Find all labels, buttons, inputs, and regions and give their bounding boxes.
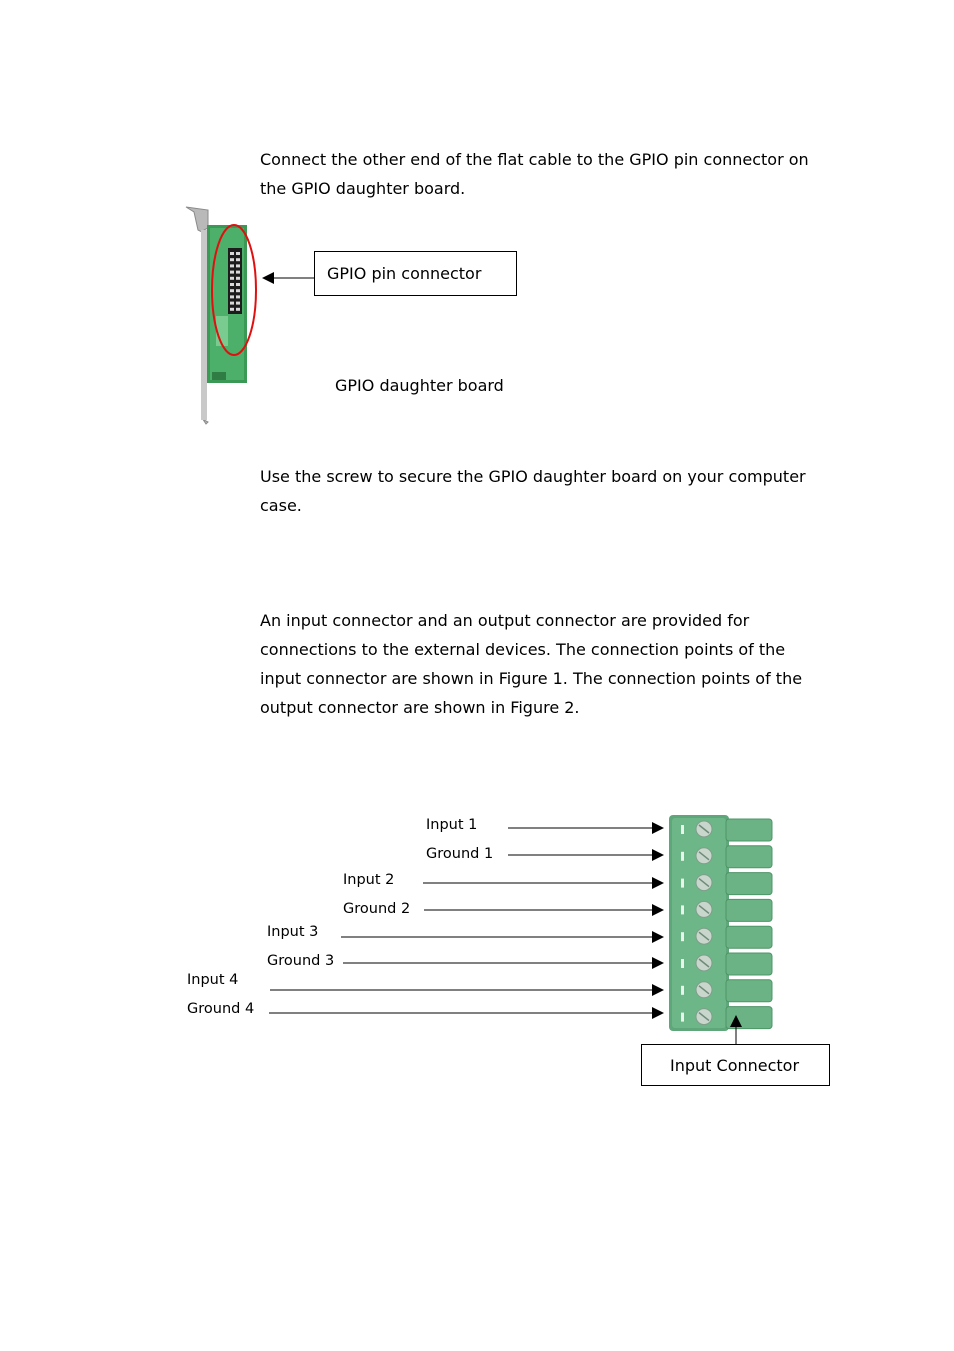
terminal-plug-tooth: [726, 953, 772, 975]
pin-label-ground-1: Ground 1: [426, 846, 494, 862]
pin-label-input-2: Input 2: [343, 872, 395, 888]
terminal-plug-tooth: [726, 980, 772, 1002]
figure-caption: GPIO daughter board: [335, 376, 504, 395]
pin-label-ground-4: Ground 4: [187, 1001, 255, 1017]
pin-arrowhead: [652, 1007, 664, 1019]
pin-arrowhead: [652, 984, 664, 996]
terminal-plug-tooth: [726, 819, 772, 841]
terminal-plug-tooth: [726, 846, 772, 868]
pin-number-mark: [681, 879, 684, 888]
pin-number-mark: [681, 932, 684, 941]
pin-arrowhead: [652, 904, 664, 916]
pin-label-ground-3: Ground 3: [267, 953, 335, 969]
input-connector-label: Input Connector: [670, 1055, 800, 1075]
pin-number-mark: [681, 1013, 684, 1022]
pin-arrowhead: [652, 849, 664, 861]
pin-label-input-3: Input 3: [267, 924, 319, 940]
paragraph-secure-screw: Use the screw to secure the GPIO daughter board on your computer case.: [260, 467, 806, 515]
pin-number-mark: [681, 825, 684, 834]
pin-number-mark: [681, 905, 684, 914]
pin-arrowhead: [652, 822, 664, 834]
terminal-plug-tooth: [726, 926, 772, 948]
paragraph-connectors: An input connector and an output connector are provided for connections to the external devices. The connection points of the input connector are shown in Figure 1. The connection points of the output connector are shown in Figure 2.: [260, 611, 803, 717]
pin-label-input-4: Input 4: [187, 972, 239, 988]
pin-number-mark: [681, 959, 684, 968]
terminal-plug-tooth: [726, 873, 772, 895]
pin-arrowhead: [652, 931, 664, 943]
input-connector-callout: [641, 1044, 830, 1086]
terminal-plug-tooth: [726, 899, 772, 921]
pin-arrowhead: [652, 877, 664, 889]
pin-label-ground-2: Ground 2: [343, 901, 411, 917]
gpio-pin-connector-label: GPIO pin connector: [327, 264, 482, 283]
pin-number-mark: [681, 852, 684, 861]
paragraph-connect-cable: Connect the other end of the flat cable to the GPIO pin connector on the GPIO daughter board.: [260, 150, 809, 198]
terminal-block-image: [669, 815, 729, 1031]
pin-label-input-1: Input 1: [426, 817, 478, 833]
pin-number-mark: [681, 986, 684, 995]
pin-arrowhead: [652, 957, 664, 969]
